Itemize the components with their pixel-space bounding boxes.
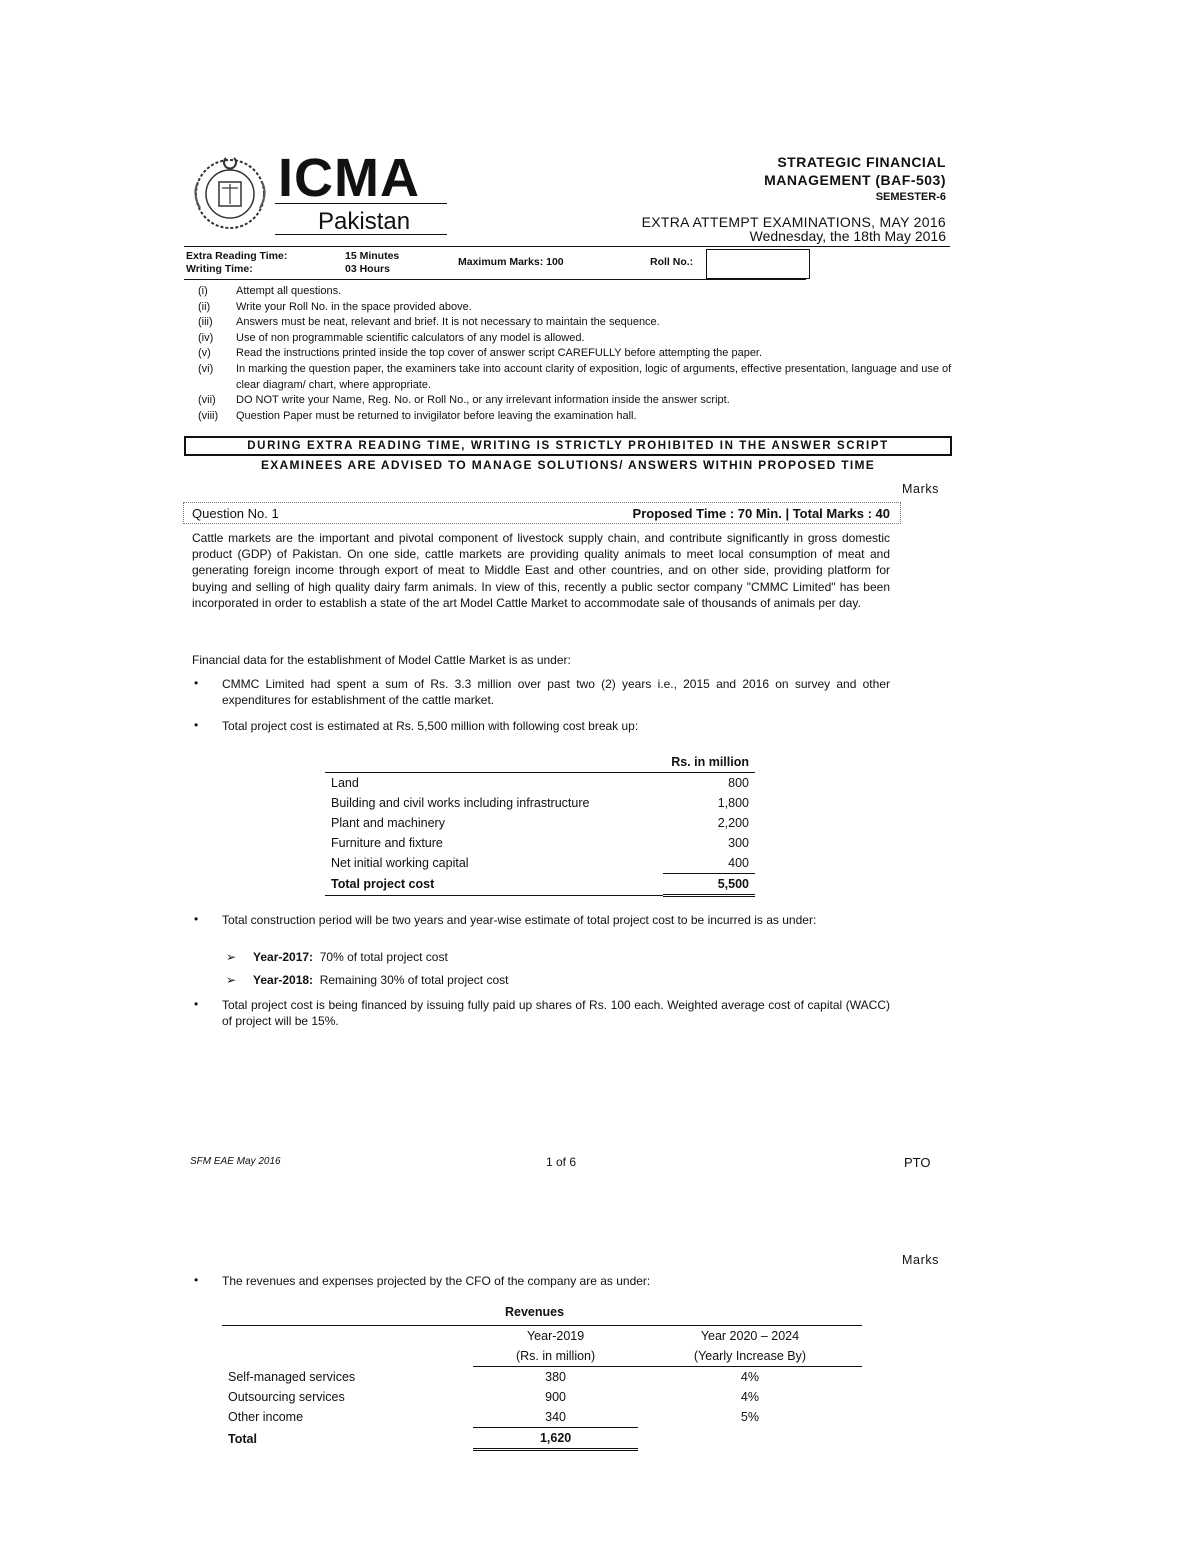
revenue-item: Outsourcing services	[228, 1390, 345, 1404]
cost-total-amount: 5,500	[663, 874, 755, 896]
revenue-total-label: Total	[228, 1431, 257, 1446]
revenue-item: Other income	[228, 1410, 304, 1425]
cost-amount: 1,800	[717, 796, 749, 810]
logo-subtext: Pakistan	[318, 208, 411, 235]
cost-row	[325, 813, 755, 833]
question-label: Question No. 1	[192, 506, 279, 521]
cost-header-row	[325, 752, 755, 773]
revenue-increase: 5%	[740, 1410, 759, 1425]
revenue-increase: 4%	[740, 1390, 759, 1404]
year-2017-row	[253, 950, 448, 964]
subject-line-1: STRATEGIC FINANCIAL	[777, 154, 946, 170]
instruction-number: (v)	[198, 347, 211, 360]
page-number: 1 of 6	[546, 1155, 577, 1169]
revenue-row	[222, 1367, 862, 1388]
bullet-cost: Total project cost is estimated at Rs. 5,500 million with following cost break up:	[222, 719, 639, 733]
col2-head2: (Yearly Increase By)	[638, 1346, 862, 1367]
bullet-icon: •	[194, 676, 199, 690]
cost-item: Land	[331, 776, 359, 790]
revenue-item: Self-managed services	[228, 1369, 356, 1384]
arrow-icon: ➢	[226, 973, 237, 987]
instruction-number: (ii)	[198, 300, 211, 313]
marks-heading: Marks	[902, 482, 940, 496]
roll-no-label: Roll No.:	[650, 256, 694, 268]
instruction-text: Answers must be neat, relevant and brief. It is not necessary to maintain the sequence.	[236, 316, 660, 329]
revenues-title: Revenues	[505, 1305, 565, 1319]
revenue-table	[222, 1325, 862, 1451]
instruction-number: (viii)	[198, 409, 219, 422]
roll-no-field[interactable]	[706, 249, 810, 279]
writing-value: 03 Hours	[345, 263, 390, 275]
instruction-item	[192, 284, 952, 300]
question-meta: Proposed Time : 70 Min. | Total Marks : 40	[632, 506, 890, 521]
cost-total-row	[325, 874, 755, 896]
instruction-text: Read the instructions printed inside the top cover of answer script CAREFULLY before attempting the paper.	[236, 347, 763, 360]
bullet-spent: CMMC Limited had spent a sum of Rs. 3.3 million over past two (2) years i.e., 2015 and 2016 on survey and other expenditures for establishment of the cattle market.	[222, 677, 890, 707]
revenue-row	[222, 1407, 862, 1428]
instruction-number: (vii)	[198, 394, 216, 407]
writing-label: Writing Time:	[186, 263, 253, 275]
revenue-row	[222, 1387, 862, 1407]
cost-item: Plant and machinery	[331, 816, 445, 830]
cost-amount: 400	[663, 853, 755, 874]
logo-divider	[275, 203, 447, 204]
cost-amount: 300	[728, 836, 749, 850]
cost-item: Building and civil works including infrastructure	[331, 796, 590, 810]
instruction-text: Write your Roll No. in the space provided above.	[236, 300, 472, 313]
instruction-text: Question Paper must be returned to invigilator before leaving the examination hall.	[236, 409, 637, 422]
revenue-total-value: 1,620	[473, 1428, 638, 1450]
revenue-2019: 900	[545, 1390, 567, 1404]
bullet-financing: Total project cost is being financed by issuing fully paid up shares of Rs. 100 each. Weighted average cost of capital (WACC) of project will be 15%.	[222, 998, 890, 1028]
arrow-icon: ➢	[226, 950, 237, 964]
instruction-item	[192, 362, 952, 393]
revenue-2019: 340	[473, 1407, 638, 1428]
instruction-number: (iv)	[198, 331, 214, 344]
extra-reading-label: Extra Reading Time:	[186, 250, 288, 262]
footer-pto: PTO	[904, 1155, 931, 1170]
bullet-revenues: The revenues and expenses projected by the CFO of the company are as under:	[222, 1274, 651, 1288]
cost-row	[325, 833, 755, 853]
time-labels	[186, 250, 287, 276]
year-2018-label: Year-2018:	[253, 973, 314, 987]
revenue-head-row-1	[222, 1326, 862, 1347]
time-values	[345, 250, 399, 276]
bullet-icon: •	[194, 718, 199, 732]
logo-text: ICMA	[278, 148, 420, 208]
max-marks: Maximum Marks: 100	[458, 256, 564, 268]
cost-item: Net initial working capital	[331, 856, 469, 871]
instruction-item	[192, 346, 952, 362]
info-divider	[184, 279, 806, 280]
instruction-text: Use of non programmable scientific calculators of any model is allowed.	[236, 331, 585, 344]
revenue-increase: 4%	[740, 1370, 759, 1384]
revenue-total-row	[222, 1428, 862, 1450]
cost-amount: 800	[728, 776, 749, 790]
subject-line-2: MANAGEMENT (BAF-503)	[764, 172, 946, 188]
icma-emblem-icon	[186, 152, 274, 232]
instruction-item	[192, 300, 952, 316]
extra-reading-value: 15 Minutes	[345, 250, 400, 262]
bullet-icon: •	[194, 1273, 199, 1287]
cost-item: Furniture and fixture	[331, 836, 443, 850]
warning-banner: DURING EXTRA READING TIME, WRITING IS STRICTLY PROHIBITED IN THE ANSWER SCRIPT	[184, 436, 952, 456]
cost-row	[325, 773, 755, 794]
year-2018-text: Remaining 30% of total project cost	[319, 973, 509, 987]
bullet-construction: Total construction period will be two years and year-wise estimate of total project cost to be incurred is as under:	[222, 913, 817, 927]
header-divider	[184, 246, 950, 247]
cost-row	[325, 853, 755, 874]
instructions-list	[192, 284, 952, 424]
footer-left: SFM EAE May 2016	[190, 1156, 281, 1167]
year-2017-text: 70% of total project cost	[319, 950, 448, 964]
cost-total-label: Total project cost	[331, 877, 435, 892]
revenue-head-row-2	[222, 1346, 862, 1367]
instruction-text: In marking the question paper, the examiners take into account clarity of exposition, logic of arguments, effective presentation, language and use of clear diagram/ chart, where appropriate.	[236, 362, 952, 391]
question-intro: Cattle markets are the important and pivotal component of livestock supply chain, and contribute significantly in gross domestic product (GDP) of Pakistan. On one side, cattle markets are providing quality animals to meet local consumption of meat and generating foreign income through export of meat to Middle East and other countries, and on other side, providing platform for buying and selling of high quality dairy farm animals. In view of this, recently a public sector company "CMMC Limited" has been incorporated in order to establish a state of the art Model Cattle Market to accommodate sale of thousands of animals per day.	[192, 531, 890, 610]
year-2018-row	[253, 973, 508, 987]
exam-date: Wednesday, the 18th May 2016	[749, 228, 946, 244]
col1-head1: Year-2019	[526, 1329, 585, 1343]
instruction-number: (iii)	[198, 316, 213, 329]
financial-intro: Financial data for the establishment of Model Cattle Market is as under:	[192, 653, 571, 667]
cost-amount: 2,200	[717, 816, 749, 830]
cost-row	[325, 793, 755, 813]
bullet-icon: •	[194, 997, 199, 1011]
question-header	[183, 502, 901, 524]
instruction-text: DO NOT write your Name, Reg. No. or Roll No., or any irrelevant information inside the answer script.	[236, 394, 730, 407]
instruction-item	[192, 393, 952, 409]
cost-table	[325, 752, 755, 897]
revenue-2019: 380	[545, 1370, 567, 1384]
instruction-number: (vi)	[198, 362, 214, 375]
exam-title: EXTRA ATTEMPT EXAMINATIONS, MAY 2016	[641, 214, 946, 230]
instruction-item	[192, 315, 952, 331]
col2-head1: Year 2020 – 2024	[700, 1329, 800, 1343]
instruction-text: Attempt all questions.	[236, 285, 342, 297]
bullet-icon: •	[194, 912, 199, 926]
logo-underline	[275, 234, 447, 235]
instruction-item	[192, 409, 952, 425]
semester: SEMESTER-6	[875, 191, 946, 203]
year-2017-label: Year-2017:	[253, 950, 314, 964]
marks-heading-2: Marks	[902, 1253, 940, 1267]
instruction-item	[192, 331, 952, 347]
instruction-number: (i)	[198, 285, 208, 297]
cost-header: Rs. in million	[663, 752, 755, 773]
advice-banner: EXAMINEES ARE ADVISED TO MANAGE SOLUTIONS/ ANSWERS WITHIN PROPOSED TIME	[260, 458, 876, 472]
col1-head2: (Rs. in million)	[473, 1346, 638, 1367]
